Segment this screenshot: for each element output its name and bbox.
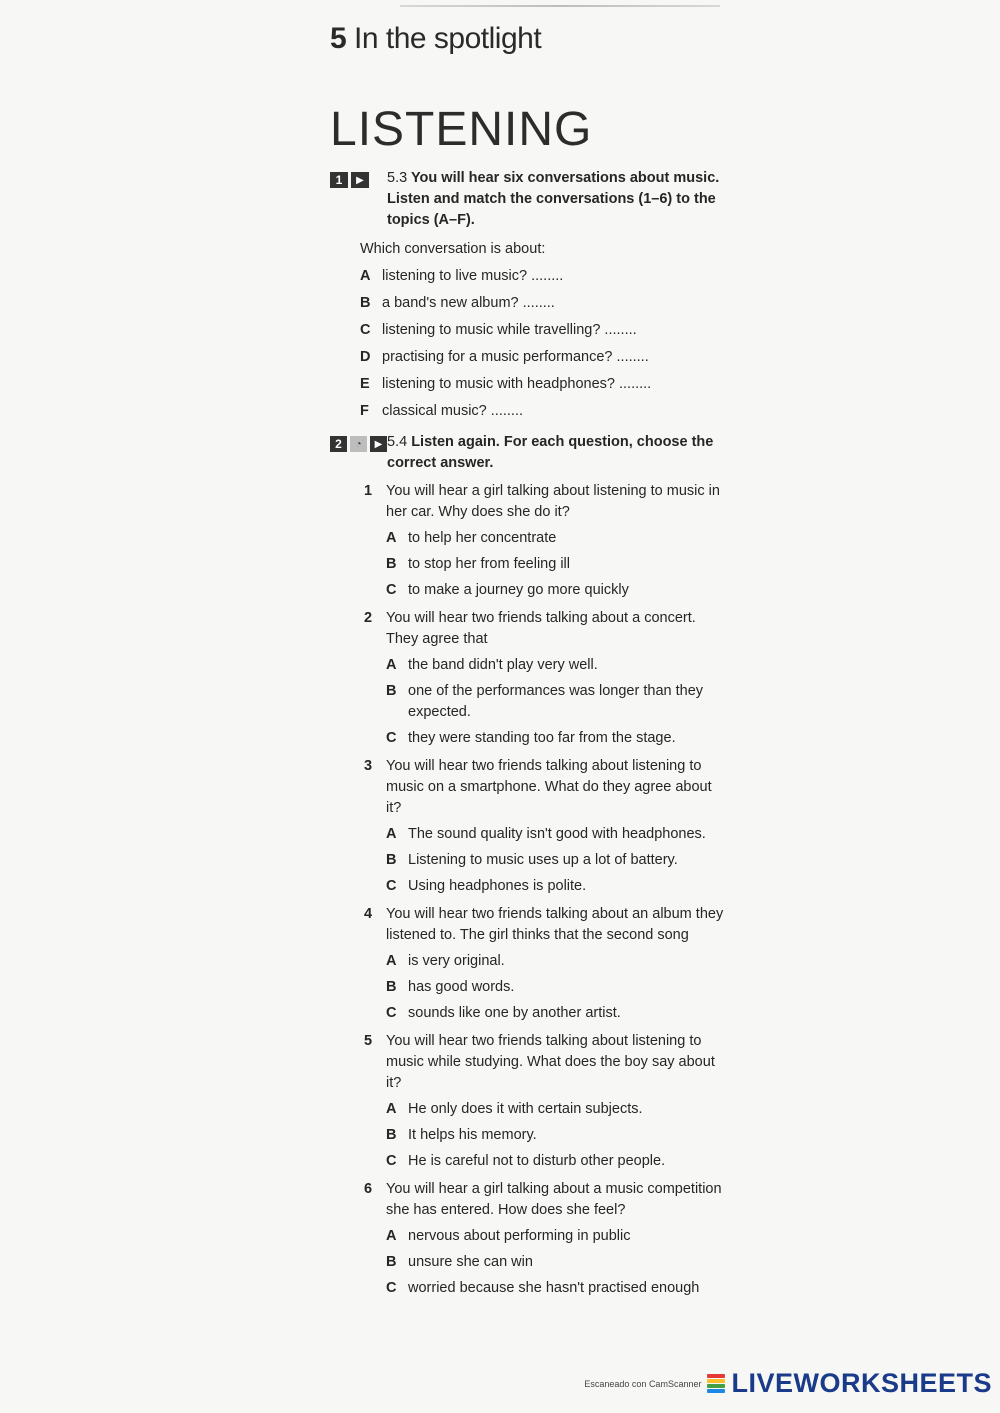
option-letter: A xyxy=(386,530,397,546)
answer-option xyxy=(386,850,730,871)
option-letter: B xyxy=(386,1127,397,1143)
option-text: classical music? ........ xyxy=(382,403,524,419)
match-list xyxy=(360,266,730,422)
option-letter: A xyxy=(386,1228,397,1244)
option-letter: B xyxy=(386,1254,397,1270)
question-line xyxy=(360,608,730,650)
match-item xyxy=(360,266,730,287)
liveworksheets-brand: LIVEWORKSHEETS xyxy=(731,1368,992,1398)
option-text: He is careful not to disturb other people. xyxy=(408,1153,666,1169)
option-letter: C xyxy=(386,730,397,746)
exercise-1-body xyxy=(330,239,730,422)
audio-track-number: 5.3 xyxy=(387,170,408,186)
option-text: listening to live music? ........ xyxy=(382,268,564,284)
match-item xyxy=(360,401,730,422)
question-1 xyxy=(360,481,730,601)
option-letter: C xyxy=(386,1280,397,1296)
exercise-2-icons xyxy=(330,436,387,452)
answer-options xyxy=(360,655,730,749)
option-text: a band's new album? ........ xyxy=(382,295,555,311)
question-text: You will hear two friends talking about listening to music on a smartphone. What do they agree about it? xyxy=(386,758,712,816)
answer-option xyxy=(386,1125,730,1146)
answer-option xyxy=(386,1226,730,1247)
question-line xyxy=(360,1179,730,1221)
answer-options xyxy=(360,1226,730,1299)
logo-stripe xyxy=(707,1374,725,1378)
option-text: He only does it with certain subjects. xyxy=(408,1101,643,1117)
question-6 xyxy=(360,1179,730,1299)
option-letter: E xyxy=(360,376,370,392)
option-letter: B xyxy=(386,556,397,572)
option-letter: B xyxy=(386,683,397,699)
instruction-text: Listen again. For each question, choose the correct answer. xyxy=(387,434,714,471)
option-letter: A xyxy=(360,268,371,284)
exercise-1-instruction xyxy=(387,168,730,231)
option-text: nervous about performing in public xyxy=(408,1228,631,1244)
exercise-1-icons xyxy=(330,172,387,188)
match-item xyxy=(360,374,730,395)
answer-options xyxy=(360,528,730,601)
audio-speaker-icon: ▶ xyxy=(370,436,387,452)
logo-stripe xyxy=(707,1384,725,1388)
question-3 xyxy=(360,756,730,897)
option-letter: C xyxy=(386,582,397,598)
option-letter: C xyxy=(360,322,371,338)
logo-stripe xyxy=(707,1379,725,1383)
option-text: to make a journey go more quickly xyxy=(408,582,629,598)
question-number: 2 xyxy=(364,610,373,626)
option-text: listening to music with headphones? ........ xyxy=(382,376,652,392)
audio-track-number: 5.4 xyxy=(387,434,408,450)
option-text: they were standing too far from the stage. xyxy=(408,730,676,746)
question-2 xyxy=(360,608,730,749)
option-letter: B xyxy=(386,852,397,868)
answer-option xyxy=(386,728,730,749)
option-text: the band didn't play very well. xyxy=(408,657,598,673)
option-text: unsure she can win xyxy=(408,1254,533,1270)
question-line xyxy=(360,756,730,819)
question-number: 3 xyxy=(364,758,373,774)
instruction-text: You will hear six conversations about music. Listen and match the conversations (1–6) to the topics (A–F). xyxy=(387,170,720,228)
answer-option xyxy=(386,681,730,723)
question-5 xyxy=(360,1031,730,1172)
answer-option xyxy=(386,1151,730,1172)
option-text: has good words. xyxy=(408,979,515,995)
match-prompt: Which conversation is about: xyxy=(360,241,546,257)
option-letter: A xyxy=(386,657,397,673)
match-item xyxy=(360,320,730,341)
answer-option xyxy=(386,528,730,549)
question-line xyxy=(360,1031,730,1094)
answer-option xyxy=(386,824,730,845)
option-text: to help her concentrate xyxy=(408,530,557,546)
answer-options xyxy=(360,951,730,1024)
question-text: You will hear two friends talking about listening to music while studying. What does the boy say about it? xyxy=(386,1033,715,1091)
answer-option xyxy=(386,1099,730,1120)
option-text: Using headphones is polite. xyxy=(408,878,587,894)
exercise-1-header xyxy=(330,168,730,231)
exercise-number-badge: 1 xyxy=(330,172,348,188)
logo-stripe xyxy=(707,1389,725,1393)
exercise-number-badge: 2 xyxy=(330,436,347,452)
unit-header xyxy=(330,22,541,56)
option-text: to stop her from feeling ill xyxy=(408,556,570,572)
match-item xyxy=(360,293,730,314)
unit-number: 5 xyxy=(330,22,347,55)
top-rule xyxy=(400,5,720,7)
option-text: one of the performances was longer than they expected. xyxy=(408,683,704,720)
answer-options xyxy=(360,824,730,897)
question-number: 6 xyxy=(364,1181,373,1197)
answer-option xyxy=(386,876,730,897)
section-title: LISTENING xyxy=(330,103,593,156)
option-letter: D xyxy=(360,349,371,365)
option-text: worried because she hasn't practised enough xyxy=(408,1280,700,1296)
liveworksheets-logo-icon xyxy=(707,1373,725,1395)
answer-option xyxy=(386,580,730,601)
option-letter: B xyxy=(360,295,371,311)
option-text: listening to music while travelling? ........ xyxy=(382,322,637,338)
option-text: It helps his memory. xyxy=(408,1127,537,1143)
question-list xyxy=(330,481,730,1299)
option-letter: A xyxy=(386,1101,397,1117)
question-text: You will hear a girl talking about listening to music in her car. Why does she do it? xyxy=(386,483,720,520)
option-text: is very original. xyxy=(408,953,505,969)
option-text: sounds like one by another artist. xyxy=(408,1005,621,1021)
scanner-credit: Escaneado con CamScanner xyxy=(584,1378,702,1389)
question-number: 4 xyxy=(364,906,373,922)
answer-option xyxy=(386,1252,730,1273)
match-item xyxy=(360,347,730,368)
answer-options xyxy=(360,1099,730,1172)
answer-option xyxy=(386,1003,730,1024)
footer xyxy=(584,1368,992,1399)
question-text: You will hear two friends talking about a concert. They agree that xyxy=(386,610,696,647)
question-number: 1 xyxy=(364,483,373,499)
option-letter: A xyxy=(386,953,397,969)
audio-speaker-icon: ▶ xyxy=(351,172,369,188)
exercise-2-header xyxy=(330,432,730,474)
answer-option xyxy=(386,1278,730,1299)
exercise-1 xyxy=(330,168,730,422)
question-line xyxy=(360,904,730,946)
answer-option xyxy=(386,977,730,998)
option-letter: A xyxy=(386,826,397,842)
worksheet-content xyxy=(330,168,730,1299)
option-letter: C xyxy=(386,1153,397,1169)
option-text: Listening to music uses up a lot of battery. xyxy=(408,852,678,868)
answer-option xyxy=(386,554,730,575)
answer-option xyxy=(386,951,730,972)
option-letter: F xyxy=(360,403,369,419)
exercise-2-instruction xyxy=(387,432,730,474)
option-text: The sound quality isn't good with headphones. xyxy=(408,826,706,842)
timer-icon: ◔ xyxy=(350,436,367,452)
option-letter: C xyxy=(386,1005,397,1021)
question-line xyxy=(360,481,730,523)
answer-option xyxy=(386,655,730,676)
question-text: You will hear a girl talking about a music competition she has entered. How does she feel? xyxy=(386,1181,722,1218)
unit-title: In the spotlight xyxy=(354,22,542,55)
question-text: You will hear two friends talking about an album they listened to. The girl thinks that the second song xyxy=(386,906,724,943)
question-4 xyxy=(360,904,730,1024)
option-text: practising for a music performance? ........ xyxy=(382,349,649,365)
option-letter: C xyxy=(386,878,397,894)
option-letter: B xyxy=(386,979,397,995)
exercise-2 xyxy=(330,432,730,1299)
question-number: 5 xyxy=(364,1033,373,1049)
